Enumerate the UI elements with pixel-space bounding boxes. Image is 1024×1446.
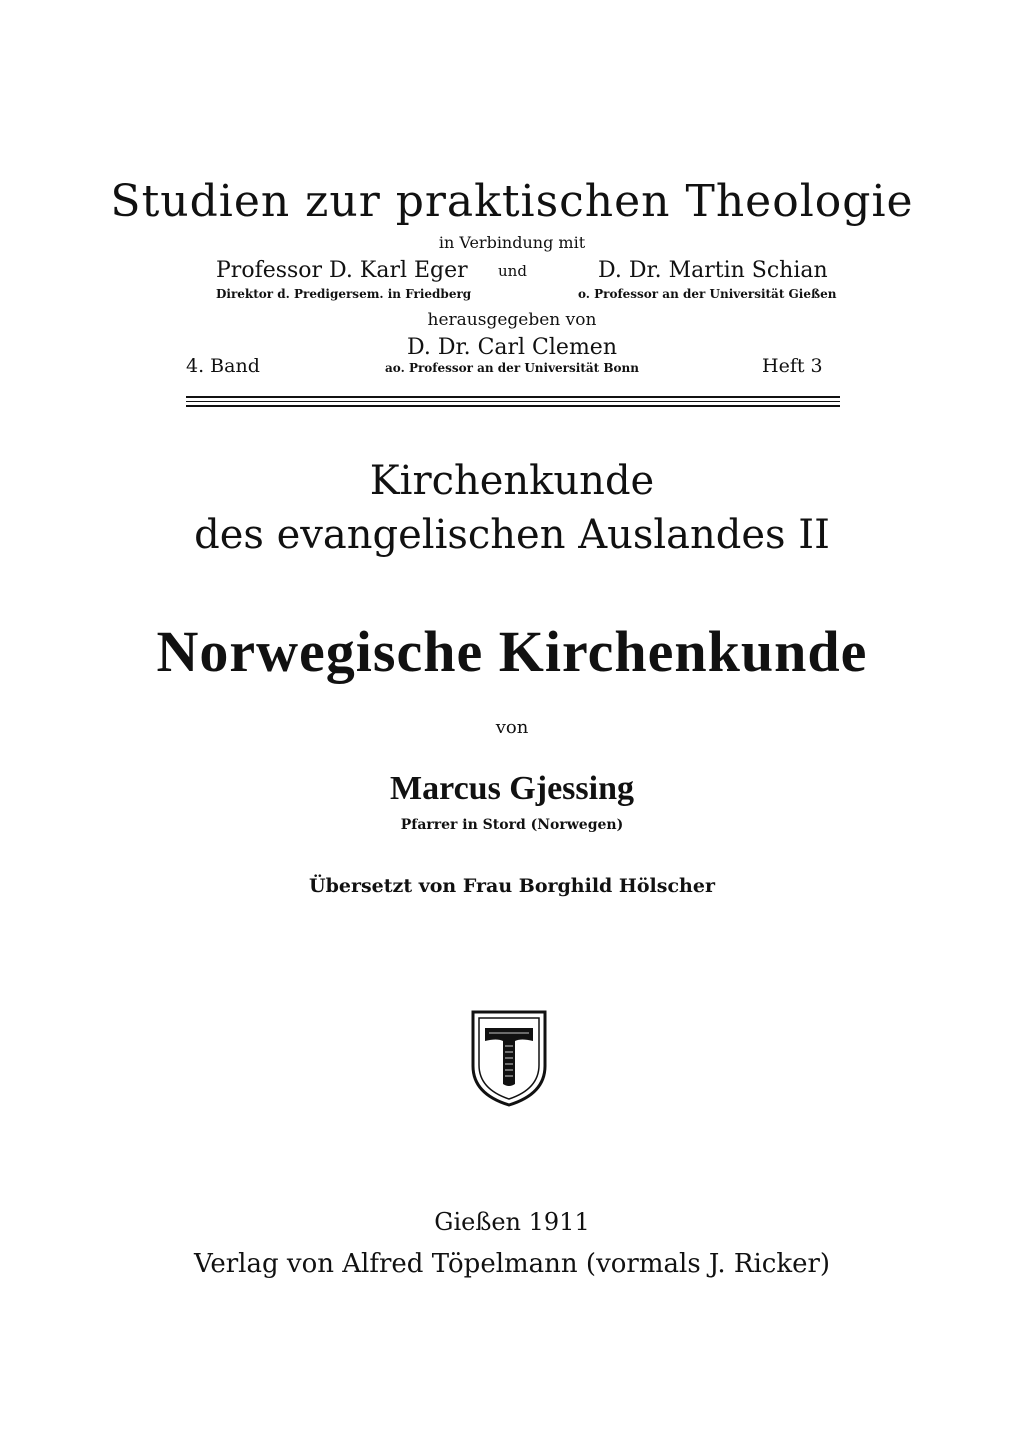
in-verbindung-text: in Verbindung mit — [438, 233, 586, 252]
author-name: Marcus Gjessing — [390, 770, 634, 807]
editor-right-affiliation: o. Professor an der Universität Gießen — [578, 287, 837, 301]
book-title: Norwegische Kirchenkunde — [156, 619, 868, 684]
translator-line: Übersetzt von Frau Borghild Hölscher — [309, 875, 715, 897]
von-text: von — [495, 717, 529, 738]
editor-left: Professor D. Karl Eger — [216, 258, 468, 283]
subtitle-line-2: des evangelischen Auslandes II — [194, 512, 830, 558]
subtitle-line-1: Kirchenkunde — [369, 458, 655, 504]
general-editor-affiliation: ao. Professor an der Universität Bonn — [385, 361, 639, 375]
divider-rule — [186, 401, 840, 402]
editor-right: D. Dr. Martin Schian — [598, 258, 828, 283]
divider-rule — [186, 405, 840, 407]
issue-number: Heft 3 — [762, 355, 823, 377]
und-text: und — [498, 262, 527, 280]
general-editor: D. Dr. Carl Clemen — [407, 335, 617, 360]
divider-rule — [186, 396, 840, 398]
herausgegeben-text: herausgegeben von — [427, 310, 597, 330]
author-affiliation: Pfarrer in Stord (Norwegen) — [400, 817, 624, 833]
volume-number: 4. Band — [186, 355, 260, 377]
publisher-line: Verlag von Alfred Töpelmann (vormals J. Ricker) — [193, 1249, 831, 1279]
series-title: Studien zur praktischen Theologie — [110, 176, 914, 227]
tau-cross-shield-icon — [469, 1008, 549, 1108]
place-and-year: Gießen 1911 — [434, 1208, 590, 1236]
editor-left-affiliation: Direktor d. Predigersem. in Friedberg — [216, 287, 472, 301]
